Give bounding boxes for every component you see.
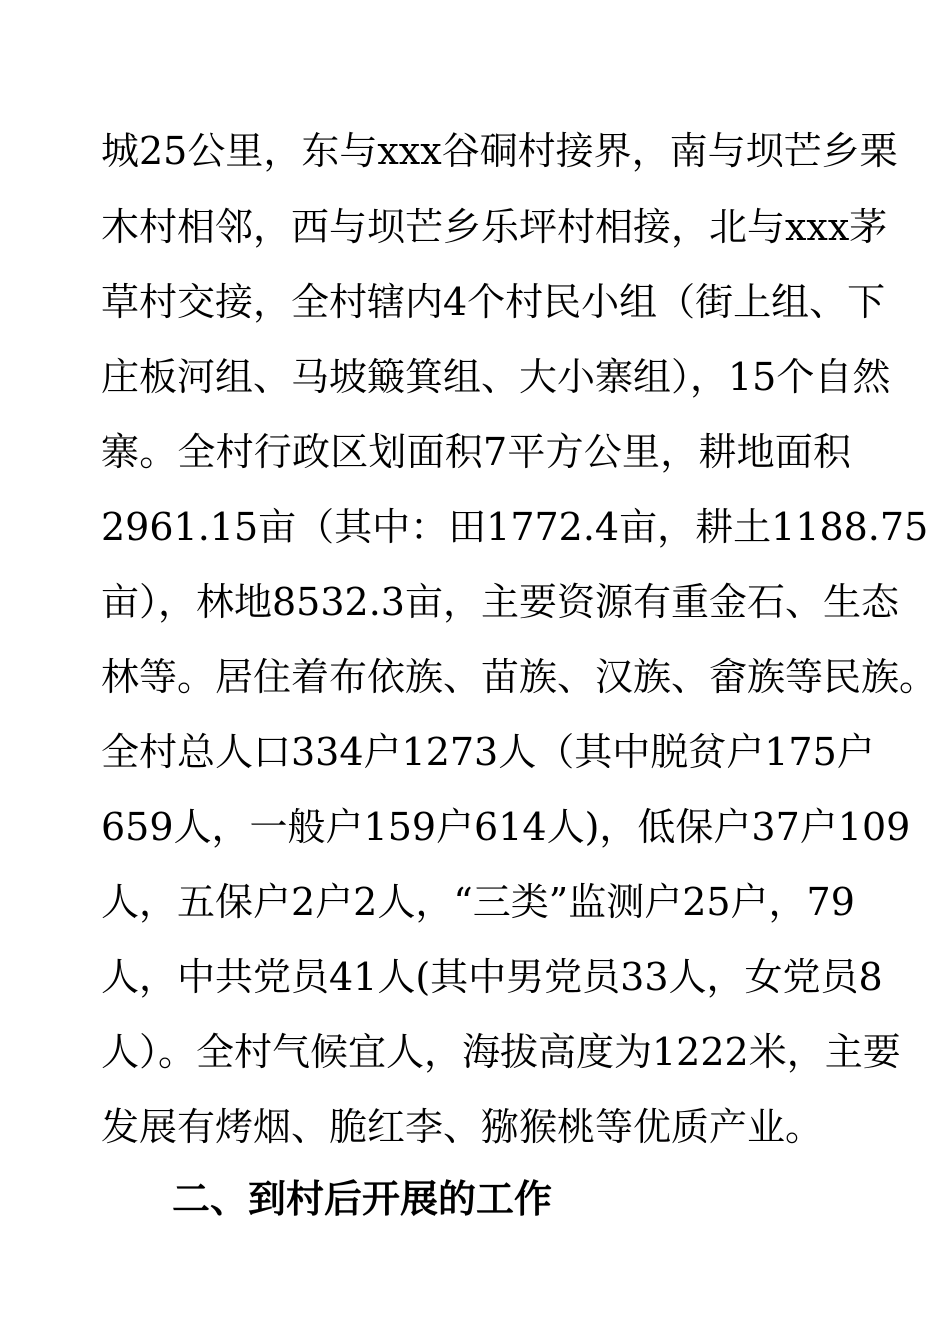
paragraph-line: 寨。全村行政区划面积7平方公里，耕地面积 bbox=[101, 430, 851, 474]
paragraph-line: 木村相邻，西与坝芒乡乐坪村相接，北与xxx茅 bbox=[101, 205, 888, 249]
paragraph-line: 庄板河组、马坡簸箕组、大小寨组），15个自然 bbox=[101, 355, 891, 399]
paragraph-line: 发展有烤烟、脆红李、猕猴桃等优质产业。 bbox=[101, 1105, 824, 1149]
paragraph-line: 草村交接，全村辖内4个村民小组（街上组、下 bbox=[101, 280, 886, 324]
section-heading: 二、到村后开展的工作 bbox=[172, 1177, 553, 1221]
paragraph-line: 城25公里，东与xxx谷硐村接界，南与坝芒乡栗 bbox=[101, 129, 898, 173]
paragraph-line: 人，五保户2户2人，“三类”监测户25户，79 bbox=[101, 880, 855, 924]
paragraph-line: 人，中共党员41人(其中男党员33人，女党员8 bbox=[101, 955, 883, 999]
paragraph-line: 全村总人口334户1273人（其中脱贫户175户 bbox=[101, 730, 875, 774]
paragraph-line: 亩），林地8532.3亩，主要资源有重金石、生态 bbox=[101, 580, 899, 624]
paragraph-line: 人）。全村气候宜人，海拔高度为1222米，主要 bbox=[101, 1030, 901, 1074]
paragraph-line: 2961.15亩（其中：田1772.4亩，耕土1188.75 bbox=[101, 505, 929, 549]
paragraph-line: 林等。居住着布依族、苗族、汉族、畲族等民族。 bbox=[101, 655, 938, 699]
paragraph-line: 659人，一般户159户614人)，低保户37户109 bbox=[101, 805, 911, 849]
